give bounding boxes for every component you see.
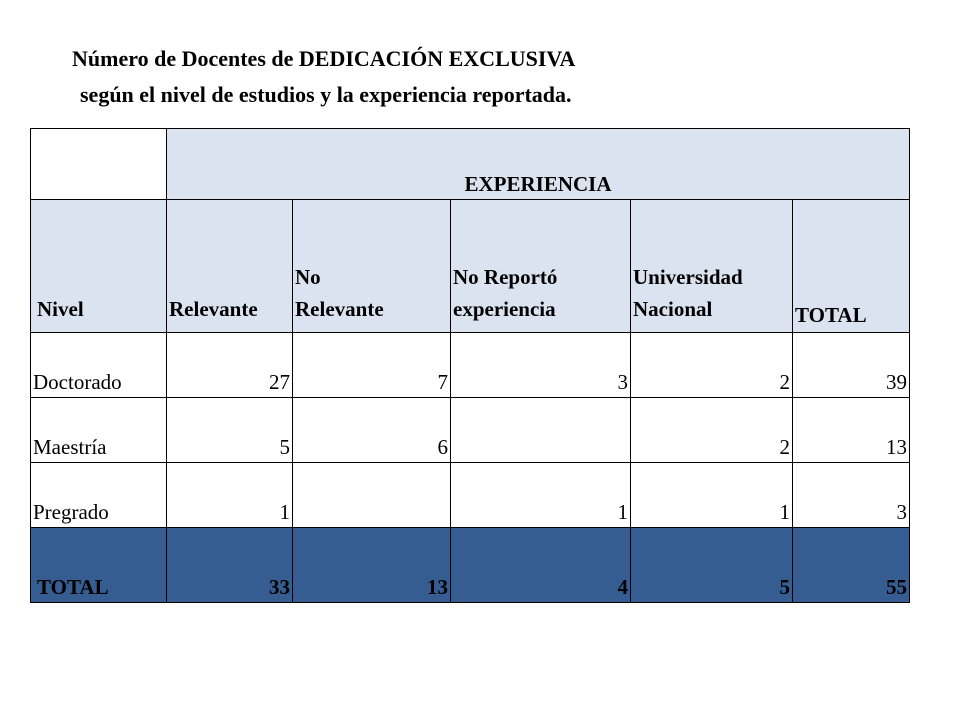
- experience-header-row: [31, 129, 910, 200]
- header-no-reporto-line1: No Reportó: [453, 264, 558, 289]
- total-relevante: 33: [167, 528, 293, 603]
- cell-universidad: 2: [631, 333, 793, 398]
- cell-total: 13: [793, 398, 910, 463]
- cell-relevante: 5: [167, 398, 293, 463]
- header-nivel: Nivel: [31, 200, 167, 333]
- table-row: [31, 398, 910, 463]
- cell-no-reporto: [451, 398, 631, 463]
- header-relevante: Relevante: [167, 200, 293, 333]
- corner-cell: [31, 129, 167, 200]
- cell-no-relevante: 6: [293, 398, 451, 463]
- total-no-reporto: 4: [451, 528, 631, 603]
- header-universidad: [631, 200, 793, 333]
- experiencia-header: EXPERIENCIA: [167, 129, 910, 200]
- cell-no-relevante: [293, 463, 451, 528]
- total-label: TOTAL: [31, 528, 167, 603]
- cell-total: 3: [793, 463, 910, 528]
- title-line-1: Número de Docentes de DEDICACIÓN EXCLUSIVA: [72, 46, 576, 71]
- cell-total: 39: [793, 333, 910, 398]
- header-no-reporto: [451, 200, 631, 333]
- header-no-relevante: [293, 200, 451, 333]
- total-row: [31, 528, 910, 603]
- table-row: [31, 333, 910, 398]
- total-no-relevante: 13: [293, 528, 451, 603]
- header-total: TOTAL: [793, 200, 910, 333]
- table-row: [31, 463, 910, 528]
- cell-nivel: Pregrado: [31, 463, 167, 528]
- header-no-reporto-line2: experiencia: [453, 297, 556, 322]
- cell-universidad: 2: [631, 398, 793, 463]
- title-line-2: según el nivel de estudios y la experiencia reportada.: [80, 82, 572, 107]
- cell-nivel: Doctorado: [31, 333, 167, 398]
- total-universidad: 5: [631, 528, 793, 603]
- cell-no-reporto: 1: [451, 463, 631, 528]
- docentes-table: [30, 128, 910, 603]
- column-header-row: [31, 200, 910, 333]
- cell-universidad: 1: [631, 463, 793, 528]
- cell-no-relevante: 7: [293, 333, 451, 398]
- total-total: 55: [793, 528, 910, 603]
- cell-no-reporto: 3: [451, 333, 631, 398]
- header-no-relevante-line2: Relevante: [295, 297, 384, 322]
- cell-nivel: Maestría: [31, 398, 167, 463]
- header-universidad-line2: Nacional: [633, 297, 713, 322]
- cell-relevante: 1: [167, 463, 293, 528]
- header-universidad-line1: Universidad: [633, 264, 743, 289]
- cell-relevante: 27: [167, 333, 293, 398]
- header-no-relevante-line1: No: [295, 264, 321, 289]
